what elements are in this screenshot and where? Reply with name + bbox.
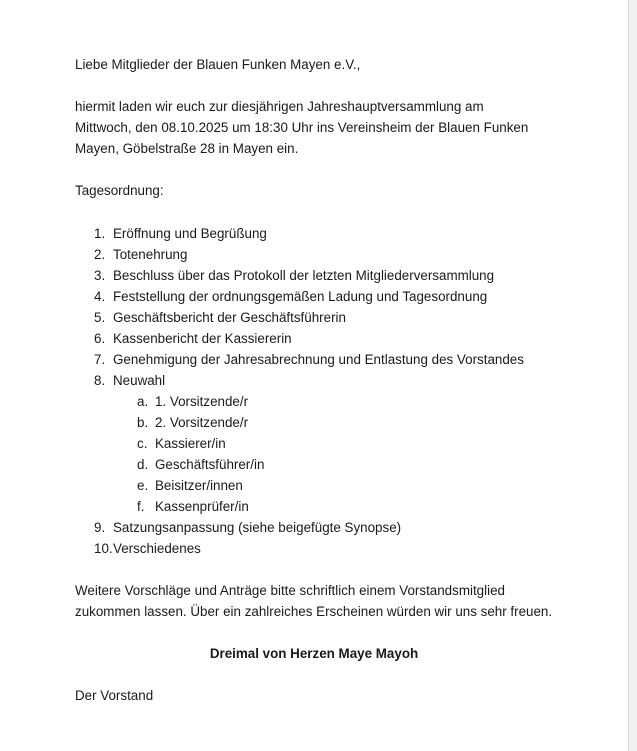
intro-line: Mittwoch, den 08.10.2025 um 18:30 Uhr ins Vereinsheim der Blauen Funken	[75, 120, 529, 135]
agenda-item-number: 9.	[94, 520, 106, 535]
intro-line: hiermit laden wir euch zur diesjährigen Jahreshauptversammlung am	[75, 99, 484, 114]
agenda-item-text: Geschäftsbericht der Geschäftsführerin	[113, 310, 346, 325]
agenda-item-text: Eröffnung und Begrüßung	[113, 226, 267, 241]
subitem-text: 2. Vorsitzende/r	[155, 415, 249, 430]
agenda-item-text: Totenehrung	[113, 247, 188, 262]
agenda-item-number: 5.	[94, 310, 106, 325]
agenda-item-number: 3.	[94, 268, 106, 283]
agenda-item-text: Kassenbericht der Kassiererin	[113, 331, 292, 346]
motto: Dreimal von Herzen Maye Mayoh	[209, 646, 419, 661]
closing-line: zukommen lassen. Über ein zahlreiches Erscheinen würden wir uns sehr freuen.	[75, 604, 553, 619]
signature: Der Vorstand	[75, 688, 154, 703]
agenda-item-text: Beschluss über das Protokoll der letzten Mitgliederversammlung	[113, 268, 495, 283]
agenda-item-number: 6.	[94, 331, 106, 346]
agenda-heading: Tagesordnung:	[75, 183, 164, 198]
salutation: Liebe Mitglieder der Blauen Funken Mayen e.V.,	[75, 57, 361, 72]
subitem-letter: c.	[137, 436, 148, 451]
page-margin-edge	[629, 0, 637, 751]
agenda-item-number: 10.	[94, 541, 113, 556]
subitem-text: 1. Vorsitzende/r	[155, 394, 249, 409]
closing-line: Weitere Vorschläge und Anträge bitte schriftlich einem Vorstandsmitglied	[75, 583, 505, 598]
subitem-letter: a.	[137, 394, 149, 409]
agenda-item-number: 1.	[94, 226, 106, 241]
agenda-item-text: Neuwahl	[113, 373, 166, 388]
agenda-item-number: 4.	[94, 289, 106, 304]
subitem-text: Kassierer/in	[155, 436, 226, 451]
agenda-item-text: Verschiedenes	[113, 541, 201, 556]
agenda-item-text: Feststellung der ordnungsgemäßen Ladung und Tagesordnung	[113, 289, 488, 304]
subitem-letter: f.	[137, 499, 145, 514]
subitem-letter: d.	[137, 457, 149, 472]
subitem-text: Beisitzer/innen	[155, 478, 243, 493]
subitem-letter: e.	[137, 478, 149, 493]
subitem-text: Kassenprüfer/in	[155, 499, 249, 514]
agenda-item-text: Satzungsanpassung (siehe beigefügte Synopse)	[113, 520, 402, 535]
intro-line: Mayen, Göbelstraße 28 in Mayen ein.	[75, 141, 299, 156]
agenda-item-number: 7.	[94, 352, 106, 367]
agenda-item-number: 2.	[94, 247, 106, 262]
agenda-item-number: 8.	[94, 373, 106, 388]
agenda-item-text: Genehmigung der Jahresabrechnung und Entlastung des Vorstandes	[113, 352, 524, 367]
subitem-letter: b.	[137, 415, 149, 430]
subitem-text: Geschäftsführer/in	[155, 457, 265, 472]
